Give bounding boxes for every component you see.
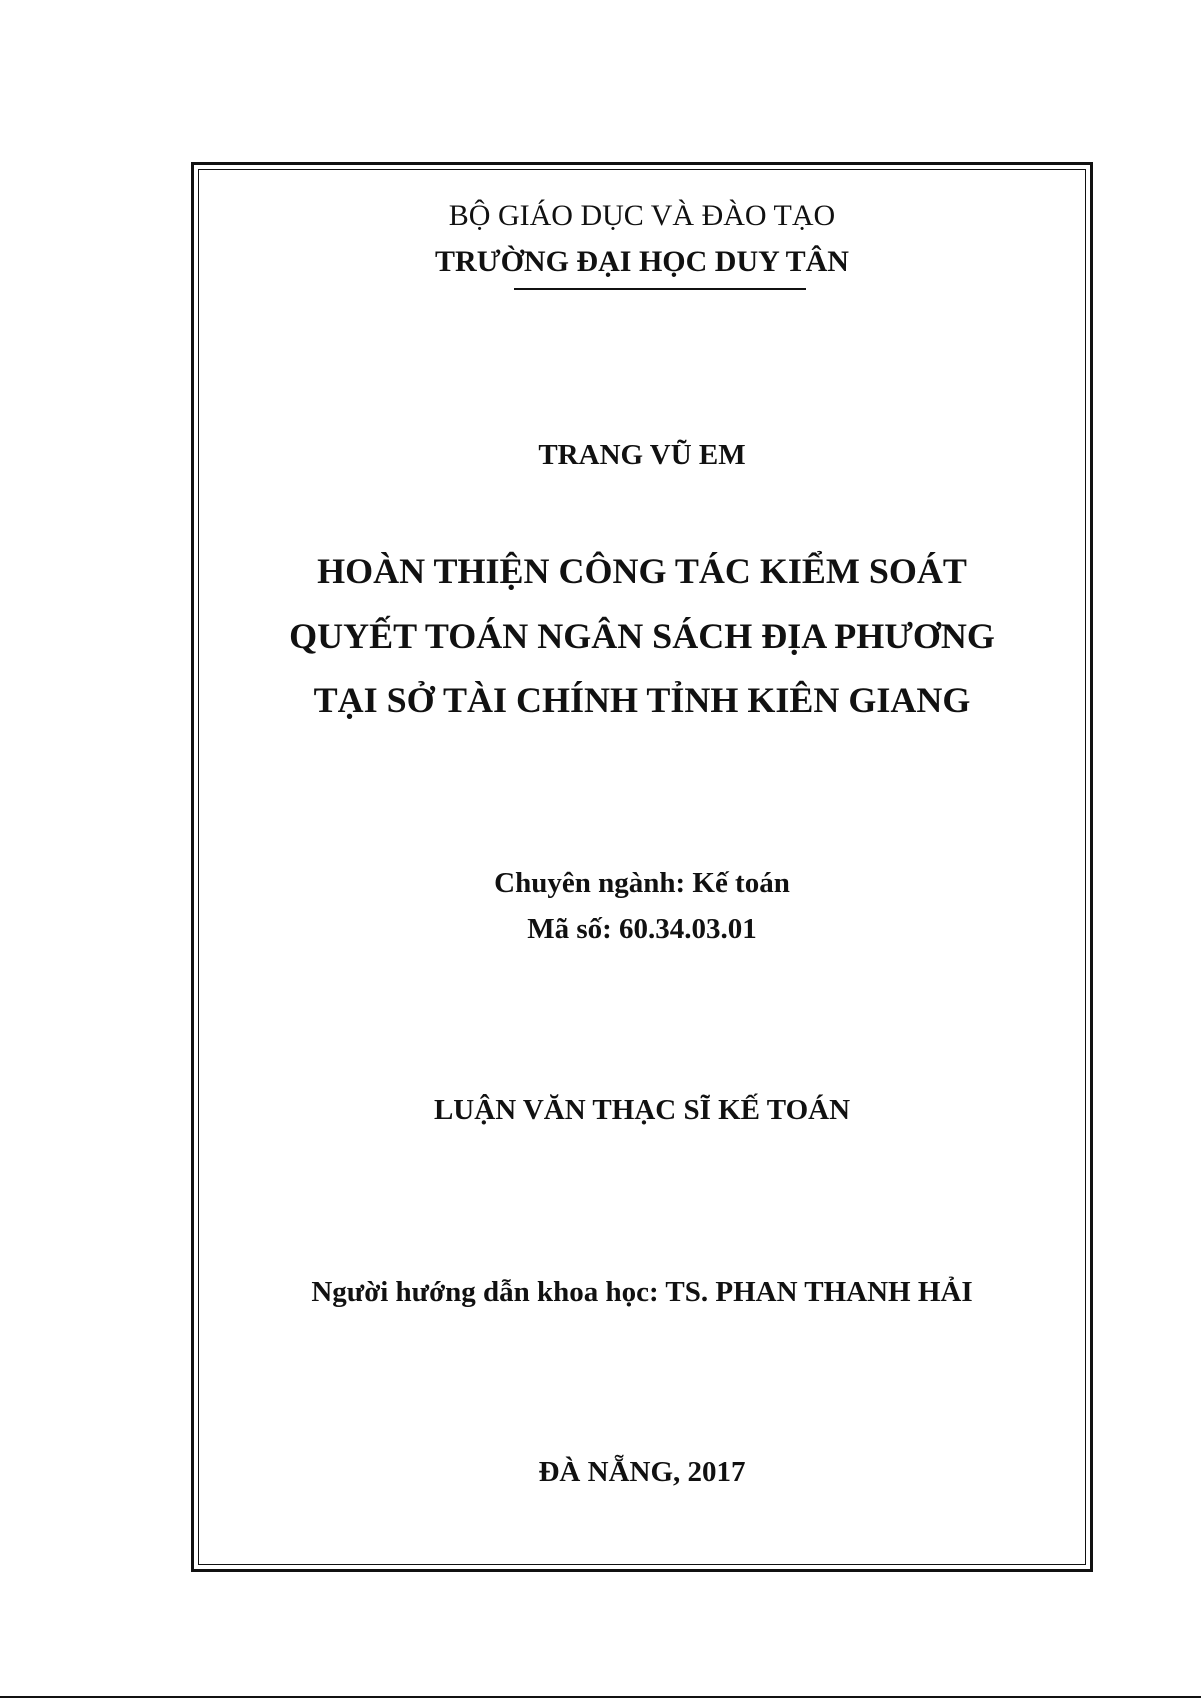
major-code: Mã số: 60.34.03.01 bbox=[527, 913, 757, 945]
ministry-name: BỘ GIÁO DỤC VÀ ĐÀO TẠO bbox=[448, 199, 836, 232]
thesis-title-line-1: HOÀN THIỆN CÔNG TÁC KIỂM SOÁT bbox=[317, 551, 967, 591]
author-name: TRANG VŨ EM bbox=[538, 439, 746, 471]
university-name: TRƯỜNG ĐẠI HỌC DUY TÂN bbox=[435, 245, 849, 278]
thesis-title-line-3: TẠI SỞ TÀI CHÍNH TỈNH KIÊN GIANG bbox=[313, 680, 971, 720]
place-and-year: ĐÀ NẴNG, 2017 bbox=[538, 1456, 746, 1488]
advisor-line: Người hướng dẫn khoa học: TS. PHAN THANH HẢI bbox=[311, 1276, 973, 1308]
degree-type: LUẬN VĂN THẠC SĨ KẾ TOÁN bbox=[433, 1094, 851, 1126]
university-underline bbox=[514, 288, 806, 290]
thesis-title-line-2: QUYẾT TOÁN NGÂN SÁCH ĐỊA PHƯƠNG bbox=[289, 616, 995, 656]
major-label: Chuyên ngành: Kế toán bbox=[494, 867, 790, 899]
